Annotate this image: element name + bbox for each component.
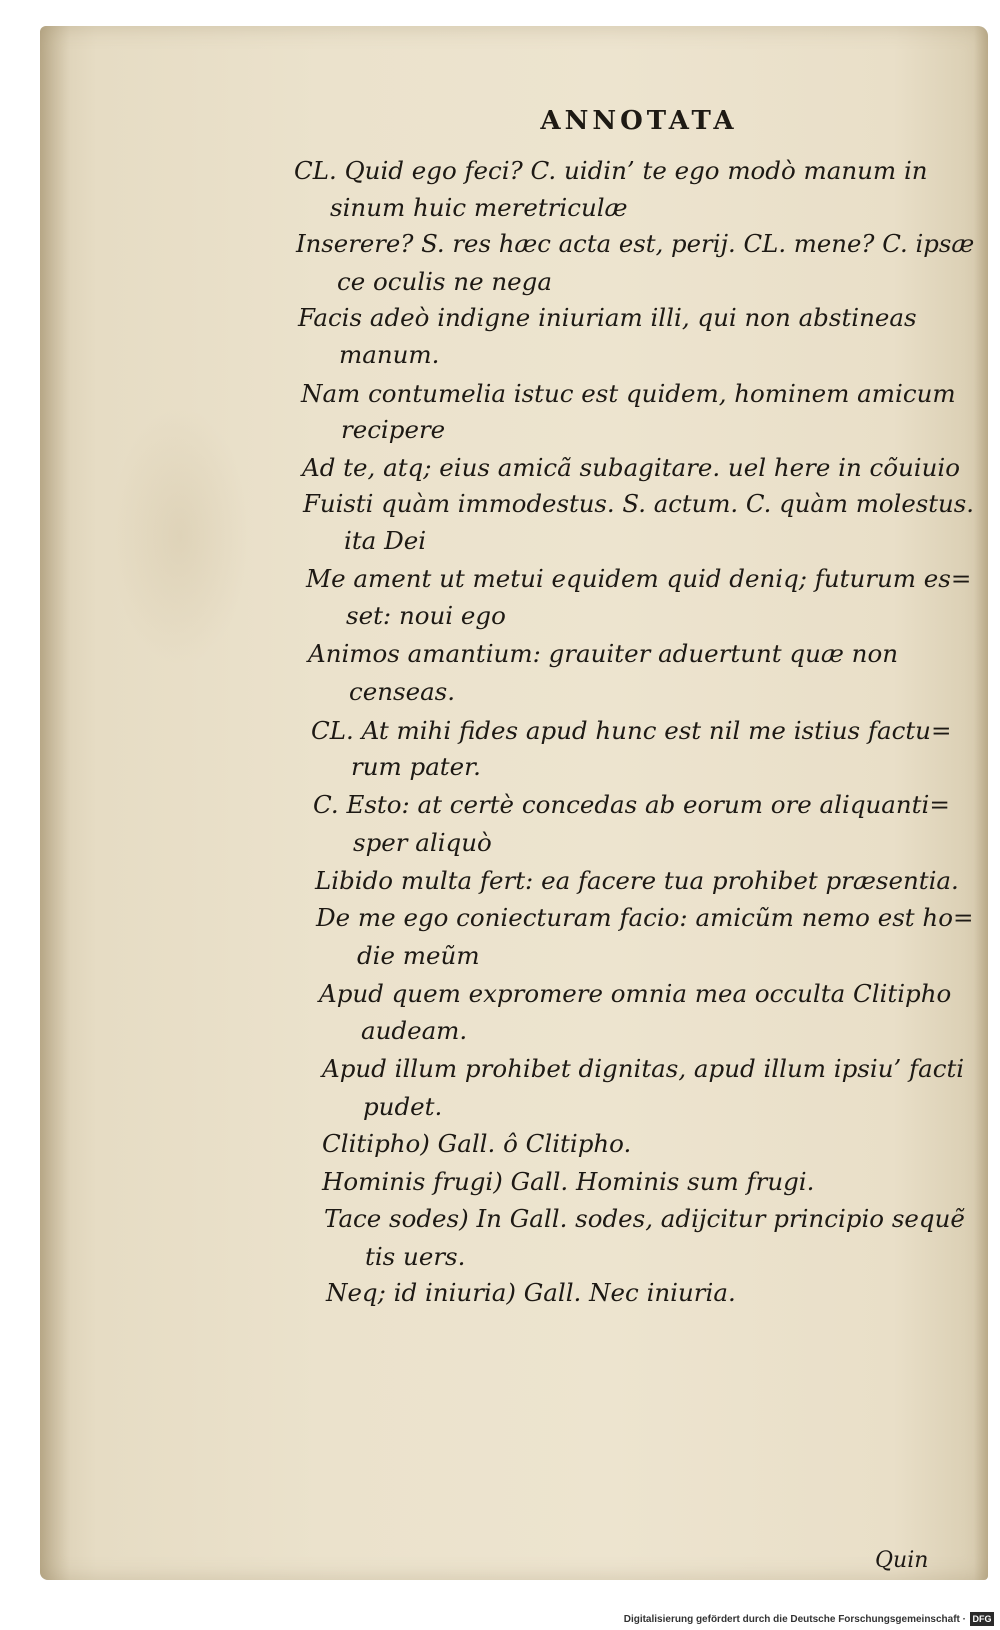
- text-line: pudet.: [363, 1092, 443, 1121]
- page-edge-shadow: [974, 26, 988, 1580]
- text-line: Clitipho) Gall. ô Clitipho.: [322, 1129, 632, 1158]
- text-line: Nam contumelia istuc est quidem, hominem amicum: [301, 379, 956, 408]
- text-line: sinum huic meretriculæ: [330, 193, 628, 222]
- catchword: Quin: [875, 1548, 929, 1573]
- text-line: Ad te, atq; eius amicã subagitare. uel here in cõuiuio: [302, 453, 960, 482]
- text-line: audeam.: [361, 1016, 468, 1045]
- text-line: Apud illum prohibet dignitas, apud illum ipsiu’ facti: [322, 1054, 965, 1083]
- book-page: [40, 26, 988, 1580]
- text-line: Me ament ut metui equidem quid deniq; futurum es=: [306, 564, 972, 593]
- text-line: Apud quem expromere omnia mea occulta Clitipho: [319, 979, 952, 1008]
- text-line: Neq; id iniuria) Gall. Nec iniuria.: [326, 1278, 736, 1307]
- text-line: sper aliquò: [353, 828, 492, 857]
- text-line: tis uers.: [365, 1242, 466, 1271]
- text-line: manum.: [339, 340, 440, 369]
- text-line: Tace sodes) In Gall. sodes, adijcitur principio sequẽ: [324, 1204, 965, 1233]
- text-line: Facis adeò indigne iniuriam illi, qui non abstineas: [298, 303, 917, 332]
- running-head: ANNOTATA: [540, 106, 738, 136]
- text-line: Libido multa fert: ea facere tua prohibet præsentia.: [315, 866, 959, 895]
- page-gutter-shadow: [40, 26, 70, 1580]
- text-line: De me ego coniecturam facio: amicũm nemo est ho=: [316, 903, 974, 932]
- text-line: ce oculis ne nega: [337, 267, 552, 296]
- text-line: set: noui ego: [346, 601, 506, 630]
- digitization-credit: Digitalisierung gefördert durch die Deutsche Forschungsgemeinschaft ·: [623, 1614, 966, 1625]
- dfg-logo-icon: DFG: [970, 1612, 994, 1626]
- text-line: C. Esto: at certè concedas ab eorum ore aliquanti=: [313, 790, 950, 819]
- text-line: CL. Quid ego feci? C. uidin’ te ego modò manum in: [294, 156, 928, 185]
- text-line: CL. At mihi fides apud hunc est nil me istius factu=: [311, 716, 952, 745]
- text-line: Inserere? S. res hæc acta est, perij. CL. mene? C. ipsæ: [296, 229, 975, 258]
- text-line: censeas.: [349, 677, 456, 706]
- text-line: Animos amantium: grauiter aduertunt quæ non: [308, 639, 898, 668]
- text-line: rum pater.: [351, 752, 481, 781]
- text-line: ita Dei: [344, 526, 427, 555]
- text-line: Fuisti quàm immodestus. S. actum. C. quàm molestus.: [303, 489, 974, 518]
- paper-stain: [110, 406, 250, 666]
- text-line: recipere: [341, 415, 446, 444]
- text-line: die meũm: [357, 941, 480, 970]
- text-line: Hominis frugi) Gall. Hominis sum frugi.: [322, 1167, 815, 1196]
